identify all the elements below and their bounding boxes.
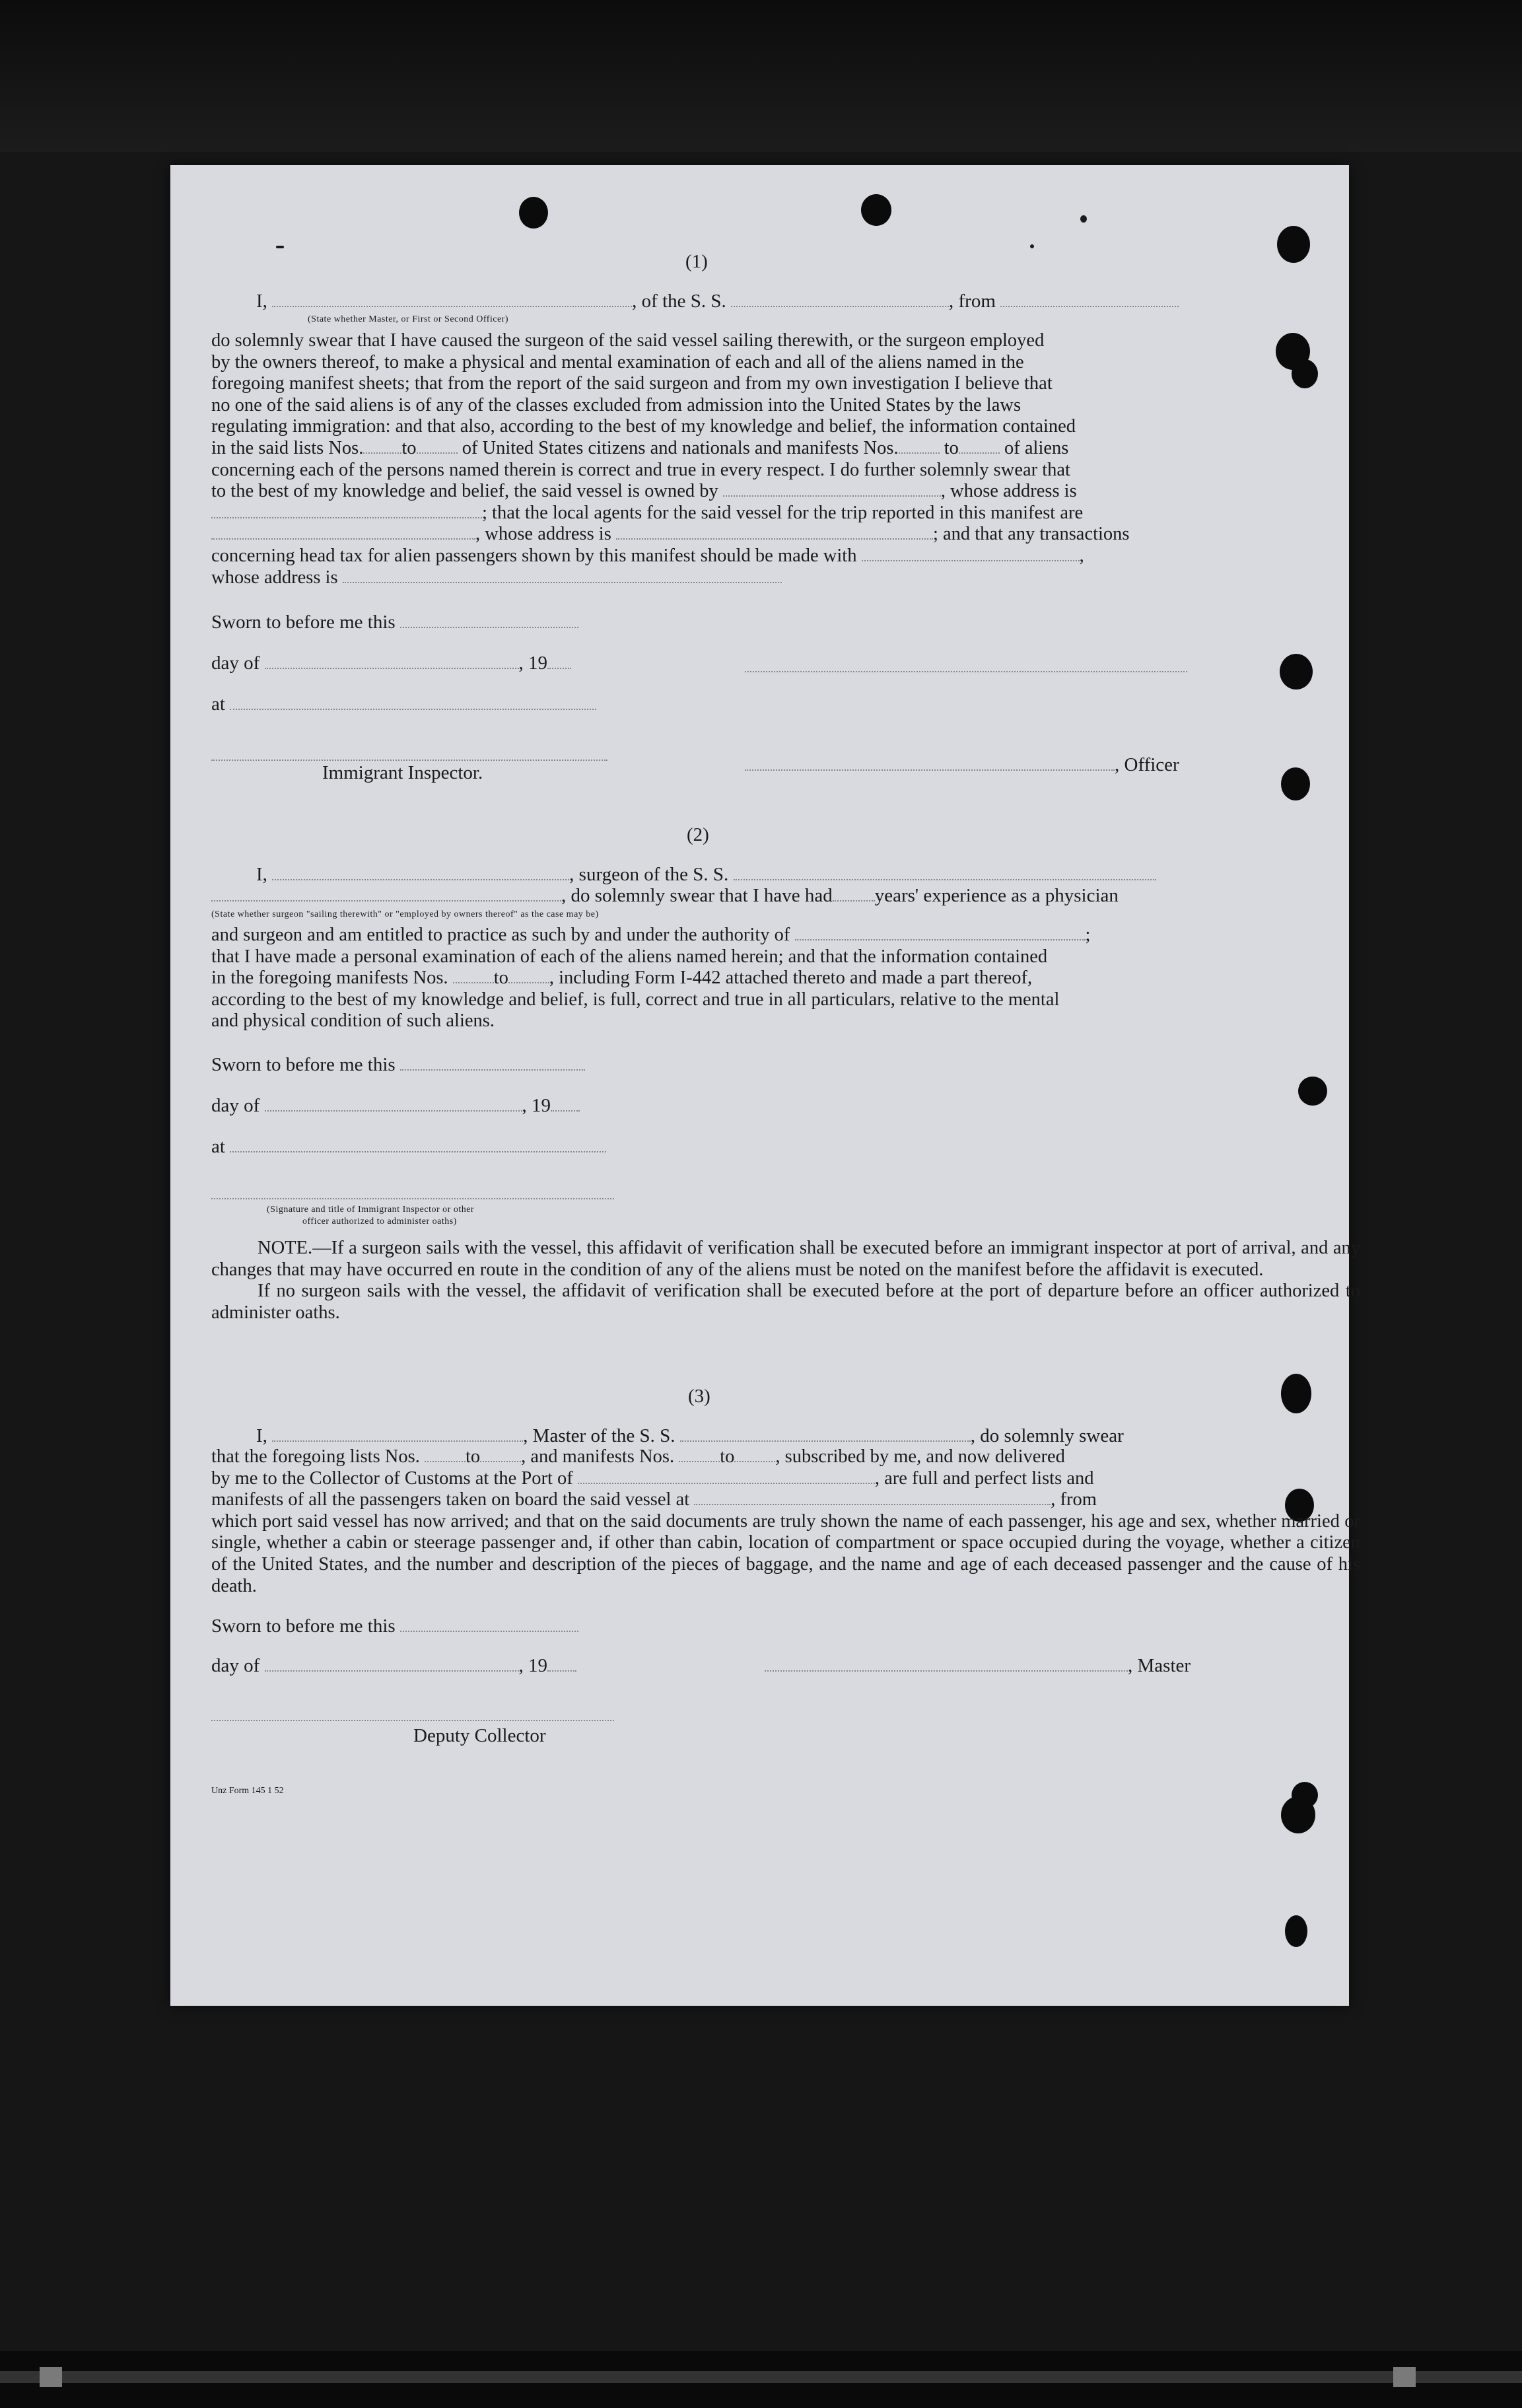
text: I,	[256, 291, 267, 312]
film-bar	[0, 2371, 1522, 2383]
blank-sworn-date	[400, 1069, 585, 1071]
blank-day	[265, 1110, 522, 1112]
speck	[1030, 244, 1034, 248]
punch-hole	[1281, 1374, 1311, 1413]
text: to	[493, 968, 508, 989]
punch-hole	[1298, 1077, 1327, 1106]
section-1-body	[211, 330, 1360, 588]
blank-sworn-date	[400, 626, 578, 628]
punch-hole	[1281, 767, 1310, 800]
text: , surgeon of the S. S.	[569, 864, 729, 885]
officer-line	[745, 754, 1179, 775]
text: , of the S. S.	[632, 291, 726, 312]
blank-officer-signature	[745, 769, 1115, 771]
text: according to the best of my knowledge and belief, is full, correct and true in all particulars, relative to the mental	[211, 989, 1060, 1010]
text: , do solemnly swear	[970, 1425, 1124, 1446]
blank-vessel	[731, 305, 949, 307]
text: that the foregoing lists Nos.	[211, 1446, 420, 1467]
blank-years	[833, 900, 875, 902]
blank-day	[265, 667, 519, 669]
blank-agents	[211, 538, 475, 540]
deputy-signature-line	[211, 1720, 614, 1721]
deputy-collector-label: Deputy Collector	[413, 1725, 546, 1746]
text: ; and that any transactions	[932, 524, 1130, 545]
speck	[1080, 215, 1087, 223]
text: that I have made a personal examination of each of the aliens named herein; and that the information contained	[211, 946, 1048, 967]
punch-hole	[1285, 1915, 1307, 1947]
blank-port	[578, 1482, 875, 1484]
blank-embarkation-port	[694, 1503, 1051, 1505]
form-number: Unz Form 145 1 52	[211, 1786, 284, 1796]
text: concerning head tax for alien passengers shown by this manifest should be made with	[211, 545, 857, 566]
section-1-first-line	[256, 291, 1273, 312]
section-2-second-line	[211, 885, 1360, 906]
text: Sworn to before me this	[211, 612, 396, 633]
section-2-body	[211, 925, 1360, 1032]
sworn-line-1	[211, 612, 578, 633]
text: of aliens	[1004, 437, 1069, 458]
signature-caption-1: (Signature and title of Immigrant Inspector or other	[267, 1205, 475, 1215]
day-of-line-2	[211, 1095, 580, 1116]
blank	[899, 452, 940, 454]
text: to	[720, 1446, 735, 1467]
text: foregoing manifest sheets; that from the report of the said surgeon and from my own investigation I believe that	[211, 373, 1053, 394]
text: , from	[1051, 1489, 1097, 1510]
blank-at	[230, 708, 596, 710]
text: do solemnly swear that I have caused the surgeon of the said vessel sailing therewith, or the surgeon employed	[211, 330, 1045, 351]
inspector-signature-line	[211, 760, 607, 761]
sworn-line-3	[211, 1615, 578, 1637]
blank	[679, 1460, 720, 1462]
text: concerning each of the persons named therein is correct and true in every respect. I do further solemnly swear that	[211, 459, 1070, 480]
section-3-first-line	[256, 1425, 1339, 1446]
section-2-number: (2)	[687, 824, 709, 845]
text: to	[401, 437, 417, 458]
text: to	[465, 1446, 481, 1467]
film-border-bottom	[0, 2351, 1522, 2408]
note-paragraph	[211, 1238, 1360, 1324]
text: which port said vessel has now arrived; and that on the said documents are truly shown the name of each passenger, his age and sex, whether married or single, whether a cabin or steerage passenger and, if other than cabin, location of compartment or space occupied during the voyage, whether a citizen of the United States, and the number and description of the pieces of baggage, and the name and age of each deceased passenger and the cause of his death.	[211, 1510, 1360, 1596]
text: I,	[256, 864, 267, 885]
text: ,	[1079, 545, 1084, 566]
text: to the best of my knowledge and belief, the said vessel is owned by	[211, 481, 718, 502]
at-line-2	[211, 1136, 606, 1157]
text: , 19	[522, 1095, 551, 1116]
blank-year	[547, 1670, 576, 1672]
signature-caption-2: officer authorized to administer oaths)	[302, 1217, 457, 1226]
text: and physical condition of such aliens.	[211, 1010, 495, 1032]
text: , subscribed by me, and now delivered	[775, 1446, 1065, 1467]
text: at	[211, 1136, 225, 1157]
text: , from	[949, 291, 996, 312]
text: of United States citizens and nationals and manifests Nos.	[462, 437, 899, 458]
blank-surgeon-type	[211, 900, 561, 902]
blank-owner	[723, 495, 941, 497]
blank-year	[551, 1110, 580, 1112]
sworn-line-2	[211, 1054, 585, 1075]
section-3-body	[211, 1446, 1360, 1597]
immigrant-inspector-label: Immigrant Inspector.	[322, 762, 483, 783]
blank	[959, 452, 1000, 454]
text: whose address is	[211, 567, 338, 588]
section-2-first-line	[256, 864, 1273, 885]
note-1: NOTE.—If a surgeon sails with the vessel, this affidavit of verification shall be executed before an immigrant inspector at port of arrival, and any changes that may have occurred en route in the condition of any of the aliens must be noted on the manifest before the affidavit is executed.	[211, 1238, 1360, 1280]
blank-port	[1000, 305, 1179, 307]
text: Sworn to before me this	[211, 1615, 396, 1637]
text: Sworn to before me this	[211, 1054, 396, 1075]
blank-owner-address	[211, 516, 482, 518]
text: to	[944, 437, 959, 458]
blank-head-tax-address	[343, 581, 782, 583]
text: , do solemnly swear that I have had	[561, 885, 833, 906]
text: ;	[1085, 925, 1091, 945]
blank-year	[547, 667, 571, 669]
text: , are full and perfect lists and	[874, 1468, 1094, 1489]
master-line	[765, 1655, 1191, 1676]
blank-officer	[272, 305, 632, 307]
blank	[480, 1460, 521, 1462]
blank-head-tax	[862, 559, 1080, 561]
blank-master-signature	[765, 1670, 1128, 1672]
signature-line-2	[211, 1198, 614, 1199]
text: ; that the local agents for the said vessel for the trip reported in this manifest are	[482, 502, 1084, 523]
film-notch	[40, 2367, 62, 2387]
blank-sworn-date	[400, 1630, 578, 1632]
text: day of	[211, 653, 260, 674]
punch-hole	[861, 194, 891, 226]
blank	[508, 981, 549, 983]
text: in the foregoing manifests Nos.	[211, 968, 448, 989]
section-3-number: (3)	[688, 1386, 710, 1407]
blank-vessel	[680, 1440, 971, 1442]
punch-hole	[519, 197, 548, 229]
blank	[425, 1460, 466, 1462]
text: years' experience as a physician	[874, 885, 1119, 906]
text: day of	[211, 1095, 260, 1116]
day-of-line-1	[211, 653, 571, 674]
blank	[453, 981, 494, 983]
text: , 19	[518, 1655, 548, 1676]
blank-at	[230, 1151, 606, 1152]
text: in the said lists Nos.	[211, 437, 364, 458]
punch-hole	[1292, 1782, 1318, 1808]
surgeon-caption: (State whether surgeon "sailing therewith" or "employed by owners thereof" as the case may be)	[211, 909, 599, 919]
text: no one of the said aliens is of any of the classes excluded from admission into the United States by the laws	[211, 394, 1021, 415]
at-line-1	[211, 693, 596, 715]
officer-signature-line-upper	[745, 671, 1187, 672]
manifest-affidavit-page	[170, 165, 1360, 2006]
blank-day	[265, 1670, 519, 1672]
blank-agents-address	[616, 538, 933, 540]
text: , Officer	[1115, 754, 1179, 775]
text: by the owners thereof, to make a physical and mental examination of each and all of the aliens named in the	[211, 351, 1024, 372]
blank-surgeon-name	[272, 878, 569, 880]
text: I,	[256, 1425, 267, 1446]
blank-authority	[795, 938, 1086, 940]
blank-vessel	[734, 878, 1156, 880]
text: day of	[211, 1655, 260, 1676]
punch-hole	[1277, 226, 1310, 263]
text: at	[211, 693, 225, 715]
punch-hole	[1280, 654, 1313, 690]
section-1-number: (1)	[685, 251, 708, 272]
blank	[734, 1460, 775, 1462]
film-notch	[1393, 2367, 1416, 2387]
text: , whose address is	[940, 481, 1077, 502]
speck	[276, 246, 284, 248]
text: , and manifests Nos.	[521, 1446, 675, 1467]
text: and surgeon and am entitled to practice as such by and under the authority of	[211, 925, 790, 945]
text: , Master of the S. S.	[523, 1425, 675, 1446]
blank	[417, 452, 458, 454]
blank	[363, 452, 401, 454]
text: manifests of all the passengers taken on board the said vessel at	[211, 1489, 690, 1510]
text: by me to the Collector of Customs at the Port of	[211, 1468, 573, 1489]
officer-caption: (State whether Master, or First or Second Officer)	[308, 314, 509, 324]
film-border-top	[0, 0, 1522, 152]
text: , Master	[1128, 1655, 1191, 1676]
text: , 19	[518, 653, 548, 674]
text: , including Form I-442 attached thereto and made a part thereof,	[549, 968, 1033, 989]
day-of-line-3	[211, 1655, 576, 1676]
text: regulating immigration: and that also, according to the best of my knowledge and belief, the information contained	[211, 416, 1076, 437]
blank-master-name	[272, 1440, 523, 1442]
text: , whose address is	[475, 524, 611, 545]
note-2: If no surgeon sails with the vessel, the affidavit of verification shall be executed before at the port of departure before an officer authorized to administer oaths.	[211, 1281, 1360, 1323]
